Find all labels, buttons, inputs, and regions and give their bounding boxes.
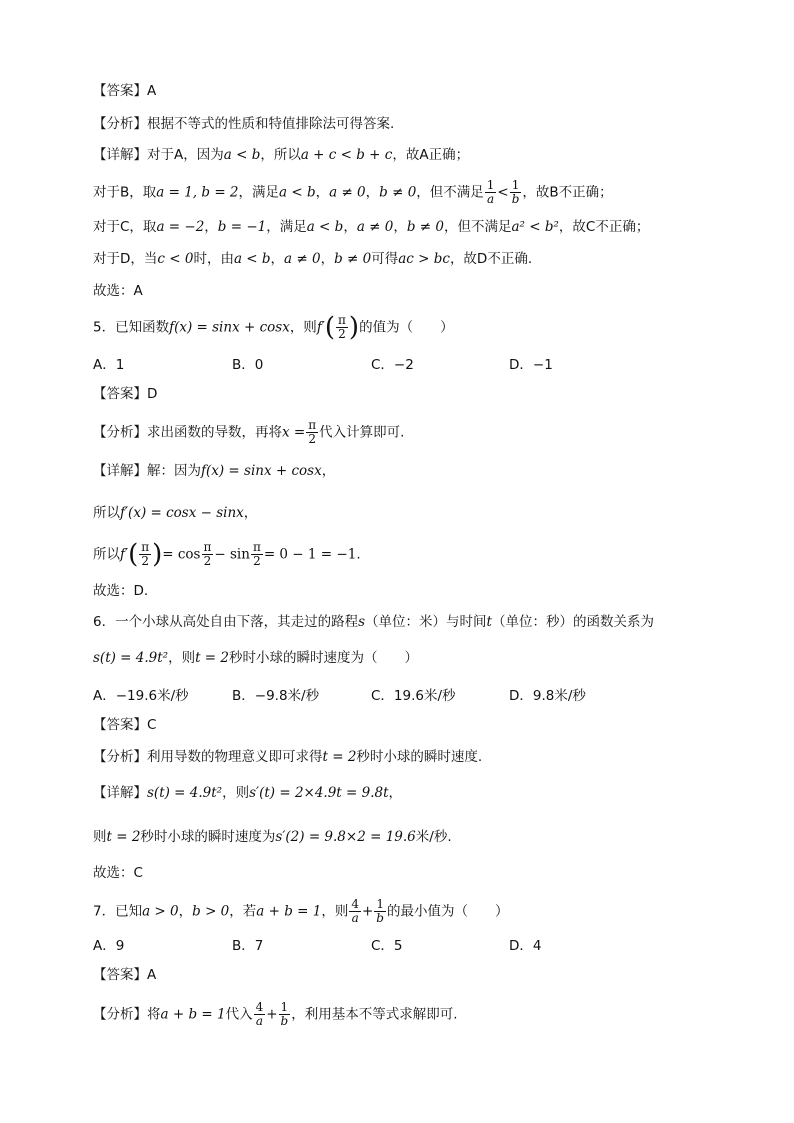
numerator: π bbox=[252, 540, 261, 554]
text: 秒时小球的瞬时速度为 bbox=[140, 829, 276, 845]
denominator: 2 bbox=[203, 554, 212, 568]
math: f′ bbox=[316, 319, 325, 336]
q7-option-c: C．5 bbox=[371, 938, 403, 954]
math: c < 0 bbox=[157, 251, 194, 267]
math: a + b = 1 bbox=[256, 903, 322, 920]
text: ，但不满足 bbox=[416, 184, 484, 201]
math: s(t) = 4.9t² bbox=[147, 785, 223, 801]
q6-option-b: B．−9.8米/秒 bbox=[232, 688, 320, 704]
text: ，则 bbox=[321, 903, 349, 920]
math: f′(x) = cosx − sinx bbox=[120, 505, 244, 521]
answer-label: 【答案】 bbox=[93, 717, 147, 733]
denominator: a bbox=[255, 1014, 263, 1028]
q6-stem bbox=[93, 612, 654, 632]
analysis-label: 【分析】 bbox=[93, 424, 147, 441]
q6-analysis-line bbox=[93, 747, 482, 767]
text: ， bbox=[270, 251, 285, 267]
text: ， bbox=[315, 184, 330, 201]
math: a > 0 bbox=[142, 903, 179, 920]
text: 所以 bbox=[93, 546, 120, 563]
text: 对于C，取 bbox=[93, 219, 157, 235]
q7-option-a: A．9 bbox=[93, 938, 125, 954]
text: 对于B，取 bbox=[93, 184, 157, 201]
math: a ≠ 0 bbox=[329, 184, 366, 201]
math: a + c < b + c bbox=[300, 147, 393, 163]
fraction bbox=[510, 179, 522, 206]
text: 对于A，因为 bbox=[147, 147, 224, 163]
paren-left: ( bbox=[324, 312, 336, 343]
text: ， bbox=[365, 184, 380, 201]
denominator: a bbox=[487, 192, 495, 206]
math: ac > bc bbox=[398, 251, 450, 267]
fraction bbox=[349, 898, 361, 925]
text: ， bbox=[321, 463, 336, 479]
fraction bbox=[374, 898, 386, 925]
numerator: 1 bbox=[279, 1001, 291, 1015]
text: 秒时小球的瞬时速度. bbox=[356, 749, 483, 765]
text: 则 bbox=[93, 829, 107, 845]
text: 5．已知函数 bbox=[93, 319, 170, 336]
math: a < b bbox=[306, 219, 344, 235]
answer-label: 【答案】 bbox=[93, 83, 147, 99]
prev-analysis-text: 根据不等式的性质和特值排除法可得答案. bbox=[147, 116, 395, 132]
numerator: π bbox=[141, 540, 150, 554]
fraction bbox=[306, 419, 318, 446]
fraction bbox=[485, 179, 497, 206]
text: ， bbox=[204, 219, 218, 235]
prev-choose: 故选：A bbox=[93, 283, 143, 299]
math: = cos bbox=[162, 546, 201, 563]
numerator: π bbox=[308, 418, 317, 432]
text: ，故C不正确； bbox=[558, 219, 650, 235]
q6-option-a: A．−19.6米/秒 bbox=[93, 688, 189, 704]
text: ， bbox=[178, 903, 193, 920]
q5-option-b: B．0 bbox=[232, 357, 264, 373]
text: 的最小值为（ ） bbox=[386, 903, 509, 920]
math: x = bbox=[282, 424, 306, 441]
text: ，所以 bbox=[260, 147, 301, 163]
answer-label: 【答案】 bbox=[93, 386, 147, 402]
q5-stem bbox=[93, 314, 454, 341]
text: 对于D，当 bbox=[93, 251, 158, 267]
text: ， bbox=[243, 505, 258, 521]
q5-step2 bbox=[93, 541, 361, 568]
text: 求出函数的导数，再将 bbox=[147, 424, 282, 441]
q5-option-d: D．−1 bbox=[509, 357, 553, 373]
numerator: 4 bbox=[351, 897, 359, 911]
text: ，则 bbox=[222, 785, 250, 801]
fraction bbox=[202, 541, 214, 568]
math: a = 1, b = 2 bbox=[156, 184, 239, 201]
text: 秒时小球的瞬时速度为（ ） bbox=[229, 650, 419, 666]
q5-analysis-line bbox=[93, 419, 404, 446]
math: b ≠ 0 bbox=[334, 251, 372, 267]
denominator: 2 bbox=[338, 327, 346, 341]
text: ，则 bbox=[289, 319, 317, 336]
math: < bbox=[497, 184, 509, 201]
q5-detail-line bbox=[93, 461, 335, 481]
math: + bbox=[266, 1006, 278, 1023]
paren-right: ) bbox=[348, 312, 360, 343]
denominator: 2 bbox=[253, 554, 261, 568]
math: s′(2) = 9.8×2 = 19.6 bbox=[275, 829, 416, 845]
text: 时，由 bbox=[193, 251, 234, 267]
math: t = 2 bbox=[322, 749, 357, 765]
text: 所以 bbox=[93, 505, 120, 521]
math: f(x) = sinx + cosx bbox=[201, 463, 322, 479]
math: b = −1 bbox=[217, 219, 267, 235]
q5-choose: 故选：D. bbox=[93, 583, 149, 599]
text: ， bbox=[393, 219, 407, 235]
math: s bbox=[358, 614, 366, 630]
q7-answer-line bbox=[93, 965, 156, 985]
denominator: b bbox=[511, 192, 520, 206]
q7-analysis-line bbox=[93, 1001, 458, 1028]
numerator: π bbox=[203, 540, 212, 554]
denominator: a bbox=[351, 911, 359, 925]
q6-step1 bbox=[93, 827, 452, 847]
text: 将 bbox=[147, 1006, 161, 1023]
q6-option-d: D．9.8米/秒 bbox=[509, 688, 586, 704]
text: 代入计算即可. bbox=[319, 424, 405, 441]
text: ，则 bbox=[168, 650, 196, 666]
math: = 0 − 1 = −1 bbox=[263, 546, 357, 563]
math: a² < b² bbox=[511, 219, 559, 235]
q6-answer-value: C bbox=[147, 717, 157, 733]
prev-answer-value: A bbox=[147, 83, 157, 99]
denominator: 2 bbox=[141, 554, 149, 568]
prev-detail-a bbox=[93, 145, 469, 165]
math: + bbox=[361, 903, 374, 920]
math: a < b bbox=[233, 251, 271, 267]
paren-left: ( bbox=[128, 539, 139, 570]
q5-answer-value: D bbox=[147, 386, 158, 402]
text: （单位：秒）的函数关系为 bbox=[491, 614, 654, 630]
text: 的值为（ ） bbox=[359, 319, 454, 336]
text: 米/秒. bbox=[415, 829, 452, 845]
math: f′ bbox=[120, 546, 129, 563]
math: s(t) = 4.9t² bbox=[93, 650, 169, 666]
math: a = −2 bbox=[156, 219, 205, 235]
text: ，满足 bbox=[238, 184, 280, 201]
math: t = 2 bbox=[106, 829, 141, 845]
fraction bbox=[139, 541, 151, 568]
q6-option-c: C．19.6米/秒 bbox=[371, 688, 456, 704]
numerator: 1 bbox=[510, 179, 522, 193]
q7-option-b: B．7 bbox=[232, 938, 264, 954]
prev-analysis-line bbox=[93, 114, 394, 134]
math: s′(t) = 2×4.9t = 9.8t bbox=[249, 785, 389, 801]
math: a < b bbox=[279, 184, 316, 201]
text: ， bbox=[343, 219, 357, 235]
text: ， bbox=[320, 251, 335, 267]
text: 代入 bbox=[225, 1006, 253, 1023]
math: a ≠ 0 bbox=[284, 251, 321, 267]
q5-option-c: C．−2 bbox=[371, 357, 414, 373]
math: a ≠ 0 bbox=[356, 219, 394, 235]
denominator: b bbox=[376, 911, 384, 925]
text: 解：因为 bbox=[147, 463, 201, 479]
q7-stem bbox=[93, 898, 508, 925]
fraction bbox=[251, 541, 263, 568]
math: − sin bbox=[214, 546, 250, 563]
q6-detail-line bbox=[93, 783, 402, 803]
fraction bbox=[279, 1001, 291, 1028]
q5-answer-line bbox=[93, 384, 157, 404]
q6-answer-line bbox=[93, 715, 156, 735]
numerator: 4 bbox=[255, 1000, 264, 1014]
text: ， bbox=[388, 785, 403, 801]
text: 6．一个小球从高处自由下落，其走过的路程 bbox=[93, 614, 359, 630]
analysis-label: 【分析】 bbox=[93, 1006, 147, 1023]
numerator: 1 bbox=[486, 178, 495, 192]
numerator: 1 bbox=[374, 898, 386, 912]
q6-choose: 故选：C bbox=[93, 865, 143, 881]
prev-detail-d bbox=[93, 249, 532, 269]
text: ，若 bbox=[229, 903, 257, 920]
text: ，故B不正确； bbox=[522, 184, 613, 201]
analysis-label: 【分析】 bbox=[93, 116, 147, 132]
q6-stem-2 bbox=[93, 648, 418, 668]
math: t = 2 bbox=[195, 650, 230, 666]
fraction bbox=[254, 1001, 266, 1028]
fraction bbox=[336, 314, 348, 341]
prev-detail-c bbox=[93, 217, 649, 237]
q7-answer-value: A bbox=[147, 967, 157, 983]
answer-label: 【答案】 bbox=[93, 967, 147, 983]
text: 利用导数的物理意义即可求得 bbox=[147, 749, 323, 765]
prev-detail-b bbox=[93, 179, 613, 206]
q7-option-d: D．4 bbox=[509, 938, 542, 954]
numerator: π bbox=[338, 313, 346, 327]
math: b > 0 bbox=[192, 903, 230, 920]
text: ，但不满足 bbox=[443, 219, 512, 235]
text: （单位：米）与时间 bbox=[365, 614, 487, 630]
math: b ≠ 0 bbox=[379, 184, 417, 201]
text: ，故D不正确. bbox=[449, 251, 533, 267]
denominator: b bbox=[280, 1014, 289, 1028]
detail-label: 【详解】 bbox=[93, 147, 147, 163]
math: a + b = 1 bbox=[160, 1006, 226, 1023]
math: a < b bbox=[223, 147, 261, 163]
text: . bbox=[356, 546, 361, 563]
detail-label: 【详解】 bbox=[93, 463, 147, 479]
math: f(x) = sinx + cosx bbox=[169, 319, 290, 336]
text: ，利用基本不等式求解即可. bbox=[291, 1006, 458, 1023]
analysis-label: 【分析】 bbox=[93, 749, 147, 765]
text: ，故A正确； bbox=[392, 147, 470, 163]
q5-step1 bbox=[93, 503, 257, 523]
text: 可得 bbox=[371, 251, 399, 267]
q5-option-a: A．1 bbox=[93, 357, 125, 373]
math: t bbox=[486, 614, 492, 630]
text: 7．已知 bbox=[93, 903, 143, 920]
prev-answer-line bbox=[93, 81, 156, 101]
detail-label: 【详解】 bbox=[93, 785, 147, 801]
denominator: 2 bbox=[308, 432, 316, 446]
paren-right: ) bbox=[152, 539, 163, 570]
math: b ≠ 0 bbox=[406, 219, 444, 235]
text: ，满足 bbox=[266, 219, 307, 235]
